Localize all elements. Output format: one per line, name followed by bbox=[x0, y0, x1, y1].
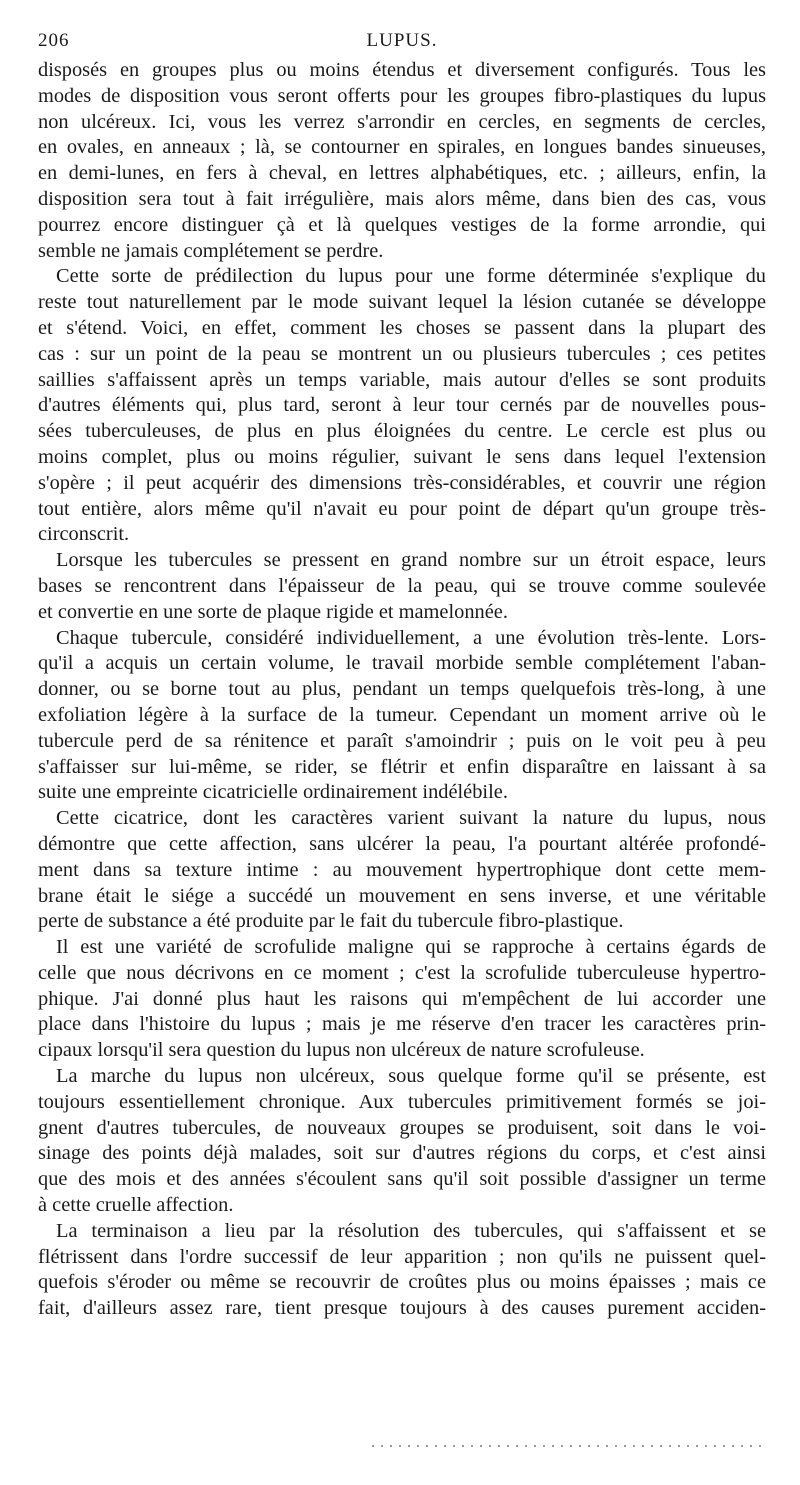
text-line: tout entière, alors même qu'il n'avait eu pour point de départ qu'un groupe très- bbox=[38, 497, 766, 520]
text-line: que des mois et des années s'écoulent sans qu'il soit possible d'assigner un terme bbox=[38, 1168, 766, 1191]
text-line: reste tout naturellement par le mode suivant lequel la lésion cutanée se développe bbox=[38, 291, 766, 314]
text-line: donner, ou se borne tout au plus, pendant un temps quelquefois très-long, à une bbox=[38, 678, 766, 701]
text-line: celle que nous décrivons en ce moment ; c'est la scrofulide tuberculeuse hypertro- bbox=[38, 961, 766, 984]
text-line: Cette sorte de prédilection du lupus pour une forme déterminée s'explique du bbox=[56, 265, 766, 288]
text-line: brane était le siége a succédé un mouvement en sens inverse, et une véritable bbox=[38, 884, 766, 907]
page-header bbox=[38, 30, 766, 58]
text-line: s'affaisser sur lui-même, se rider, se flétrir et enfin disparaître en laissant à sa bbox=[38, 755, 766, 778]
text-line: flétrissent dans l'ordre successif de leur apparition ; non qu'ils ne puissent quel- bbox=[38, 1245, 766, 1268]
running-title: LUPUS. bbox=[366, 30, 438, 51]
text-line: quefois s'éroder ou même se recouvrir de croûtes plus ou moins épaisses ; mais ce bbox=[38, 1271, 766, 1294]
text-line: tubercule perd de sa rénitence et paraît s'amoindrir ; puis on le voit peu à peu bbox=[38, 729, 766, 752]
text-line: phique. J'ai donné plus haut les raisons qui m'empêchent de lui accorder une bbox=[38, 987, 766, 1010]
text-line: sées tuberculeuses, de plus en plus éloignées du centre. Le cercle est plus ou bbox=[38, 420, 766, 443]
text-line: disposition sera tout à fait irrégulière, mais alors même, dans bien des cas, vous bbox=[38, 187, 766, 210]
text-line: saillies s'affaissent après un temps variable, mais autour d'elles se sont produits bbox=[38, 368, 766, 391]
text-line: fait, d'ailleurs assez rare, tient presque toujours à des causes purement acciden- bbox=[38, 1297, 766, 1320]
text-line: Il est une variété de scrofulide maligne qui se rapproche à certains égards de bbox=[56, 936, 766, 959]
text-line: d'autres éléments qui, plus tard, seront à leur tour cernés par de nouvelles pous- bbox=[38, 394, 766, 417]
text-line: qu'il a acquis un certain volume, le travail morbide semble complétement l'aban- bbox=[38, 652, 766, 675]
text-line: à cette cruelle affection. bbox=[38, 1194, 234, 1217]
text-line: en demi-lunes, en fers à cheval, en lettres alphabétiques, etc. ; ailleurs, enfin, la bbox=[38, 162, 766, 185]
text-line: modes de disposition vous seront offerts pour les groupes fibro-plastiques du lupus bbox=[38, 84, 766, 107]
text-line: Cette cicatrice, dont les caractères varient suivant la nature du lupus, nous bbox=[56, 807, 766, 830]
text-line: exfoliation légère à la surface de la tumeur. Cependant un moment arrive où le bbox=[38, 703, 766, 726]
text-line: ment dans sa texture intime : au mouvement hypertrophique dont cette mem- bbox=[38, 858, 766, 881]
text-line: en ovales, en anneaux ; là, se contourner en spirales, en longues bandes sinueuses, bbox=[38, 136, 766, 159]
text-line: et convertie en une sorte de plaque rigide et mamelonnée. bbox=[38, 600, 508, 623]
text-line: disposés en groupes plus ou moins étendus et diversement configurés. Tous les bbox=[38, 59, 766, 81]
text-line: La terminaison a lieu par la résolution des tubercules, qui s'affaissent et se bbox=[56, 1219, 766, 1242]
text-line: La marche du lupus non ulcéreux, sous quelque forme qu'il se présente, est bbox=[56, 1065, 766, 1088]
page-number: 206 bbox=[38, 30, 70, 51]
text-line: et s'étend. Voici, en effet, comment les choses se passent dans la plupart des bbox=[38, 316, 766, 339]
text-line: démontre que cette affection, sans ulcérer la peau, l'a pourtant altérée profondé- bbox=[38, 832, 766, 855]
text-line: moins complet, plus ou moins régulier, suivant le sens dans lequel l'extension bbox=[38, 445, 766, 468]
text-line: sinage des points déjà malades, soit sur d'autres régions du corps, et c'est ainsi bbox=[38, 1142, 766, 1165]
text-line: Lorsque les tubercules se pressent en grand nombre sur un étroit espace, leurs bbox=[56, 549, 766, 572]
text-line: toujours essentiellement chronique. Aux tubercules primitivement formés se joi- bbox=[38, 1090, 766, 1113]
text-line: place dans l'histoire du lupus ; mais je me réserve d'en tracer les caractères prin- bbox=[38, 1013, 766, 1036]
text-line: Chaque tubercule, considéré individuellement, a une évolution très-lente. Lors- bbox=[56, 626, 766, 649]
scan-dust-line bbox=[372, 1445, 762, 1447]
text-line: s'opère ; il peut acquérir des dimensions très-considérables, et couvrir une région bbox=[38, 471, 766, 494]
book-page bbox=[38, 30, 766, 1322]
text-line: cas : sur un point de la peau se montrent un ou plusieurs tubercules ; ces petites bbox=[38, 342, 766, 365]
text-line: circonscrit. bbox=[38, 523, 130, 546]
text-line: perte de substance a été produite par le fait du tubercule fibro-plastique. bbox=[38, 910, 624, 933]
text-line: non ulcéreux. Ici, vous les verrez s'arrondir en cercles, en segments de cercles, bbox=[38, 110, 766, 133]
text-line: pourrez encore distinguer çà et là quelques vestiges de la forme arrondie, qui bbox=[38, 213, 766, 236]
text-line: suite une empreinte cicatricielle ordinairement indélébile. bbox=[38, 781, 508, 804]
text-line: bases se rencontrent dans l'épaisseur de la peau, qui se trouve comme soulevée bbox=[38, 574, 766, 597]
text-line: gnent d'autres tubercules, de nouveaux groupes se produisent, soit dans le voi- bbox=[38, 1116, 766, 1139]
text-line: cipaux lorsqu'il sera question du lupus non ulcéreux de nature scrofuleuse. bbox=[38, 1039, 645, 1062]
body-text bbox=[38, 58, 766, 1322]
text-line: semble ne jamais complétement se perdre. bbox=[38, 239, 384, 262]
